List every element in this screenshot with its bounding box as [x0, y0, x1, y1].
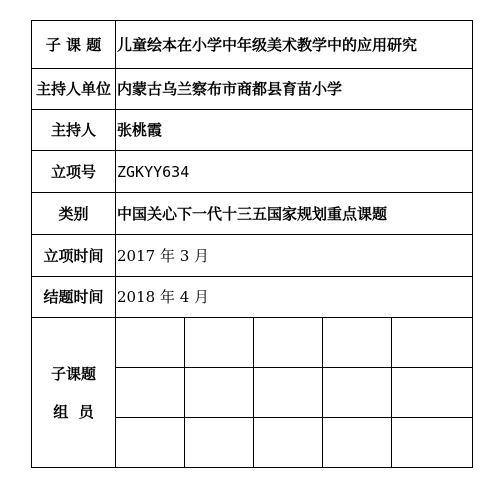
- member-cell: [392, 368, 473, 418]
- member-cell: [116, 318, 185, 368]
- host-unit-label: 主持人单位: [32, 69, 116, 110]
- member-row-1: [32, 318, 473, 368]
- row-subtopic: [32, 21, 473, 69]
- category-value: 中国关心下一代十三五国家规划重点课题: [116, 193, 473, 235]
- member-cell: [392, 418, 473, 468]
- member-cell: [254, 318, 323, 368]
- end-date-label: 结题时间: [32, 277, 116, 318]
- row-host-unit: [32, 69, 473, 110]
- member-cell: [116, 418, 185, 468]
- members-label: [32, 318, 116, 468]
- row-end-date: [32, 277, 473, 318]
- subtopic-label: 子 课 题: [32, 21, 116, 69]
- member-cell: [254, 418, 323, 468]
- start-date-label: 立项时间: [32, 235, 116, 277]
- row-project-number: [32, 151, 473, 193]
- host-unit-value: 内蒙古乌兰察布市商都县育苗小学: [116, 69, 473, 110]
- start-date-value: 2017 年 3 月: [116, 235, 473, 277]
- row-start-date: [32, 235, 473, 277]
- member-cell: [323, 318, 392, 368]
- member-cell: [185, 418, 254, 468]
- members-label-line-2: 组 员: [53, 402, 94, 421]
- member-cell: [323, 368, 392, 418]
- member-cell: [392, 318, 473, 368]
- member-cell: [185, 368, 254, 418]
- project-number-value: ZGKYY634: [116, 151, 473, 193]
- member-cell: [185, 318, 254, 368]
- project-info-table: [31, 20, 473, 468]
- row-host: [32, 110, 473, 151]
- member-cell: [323, 418, 392, 468]
- members-label-line-1: 子课题: [50, 364, 96, 383]
- row-category: [32, 193, 473, 235]
- host-label: 主持人: [32, 110, 116, 151]
- host-value: 张桃霞: [116, 110, 473, 151]
- subtopic-value: 儿童绘本在小学中年级美术教学中的应用研究: [116, 21, 473, 69]
- member-cell: [116, 368, 185, 418]
- category-label: 类别: [32, 193, 116, 235]
- project-number-label: 立项号: [32, 151, 116, 193]
- end-date-value: 2018 年 4 月: [116, 277, 473, 318]
- member-cell: [254, 368, 323, 418]
